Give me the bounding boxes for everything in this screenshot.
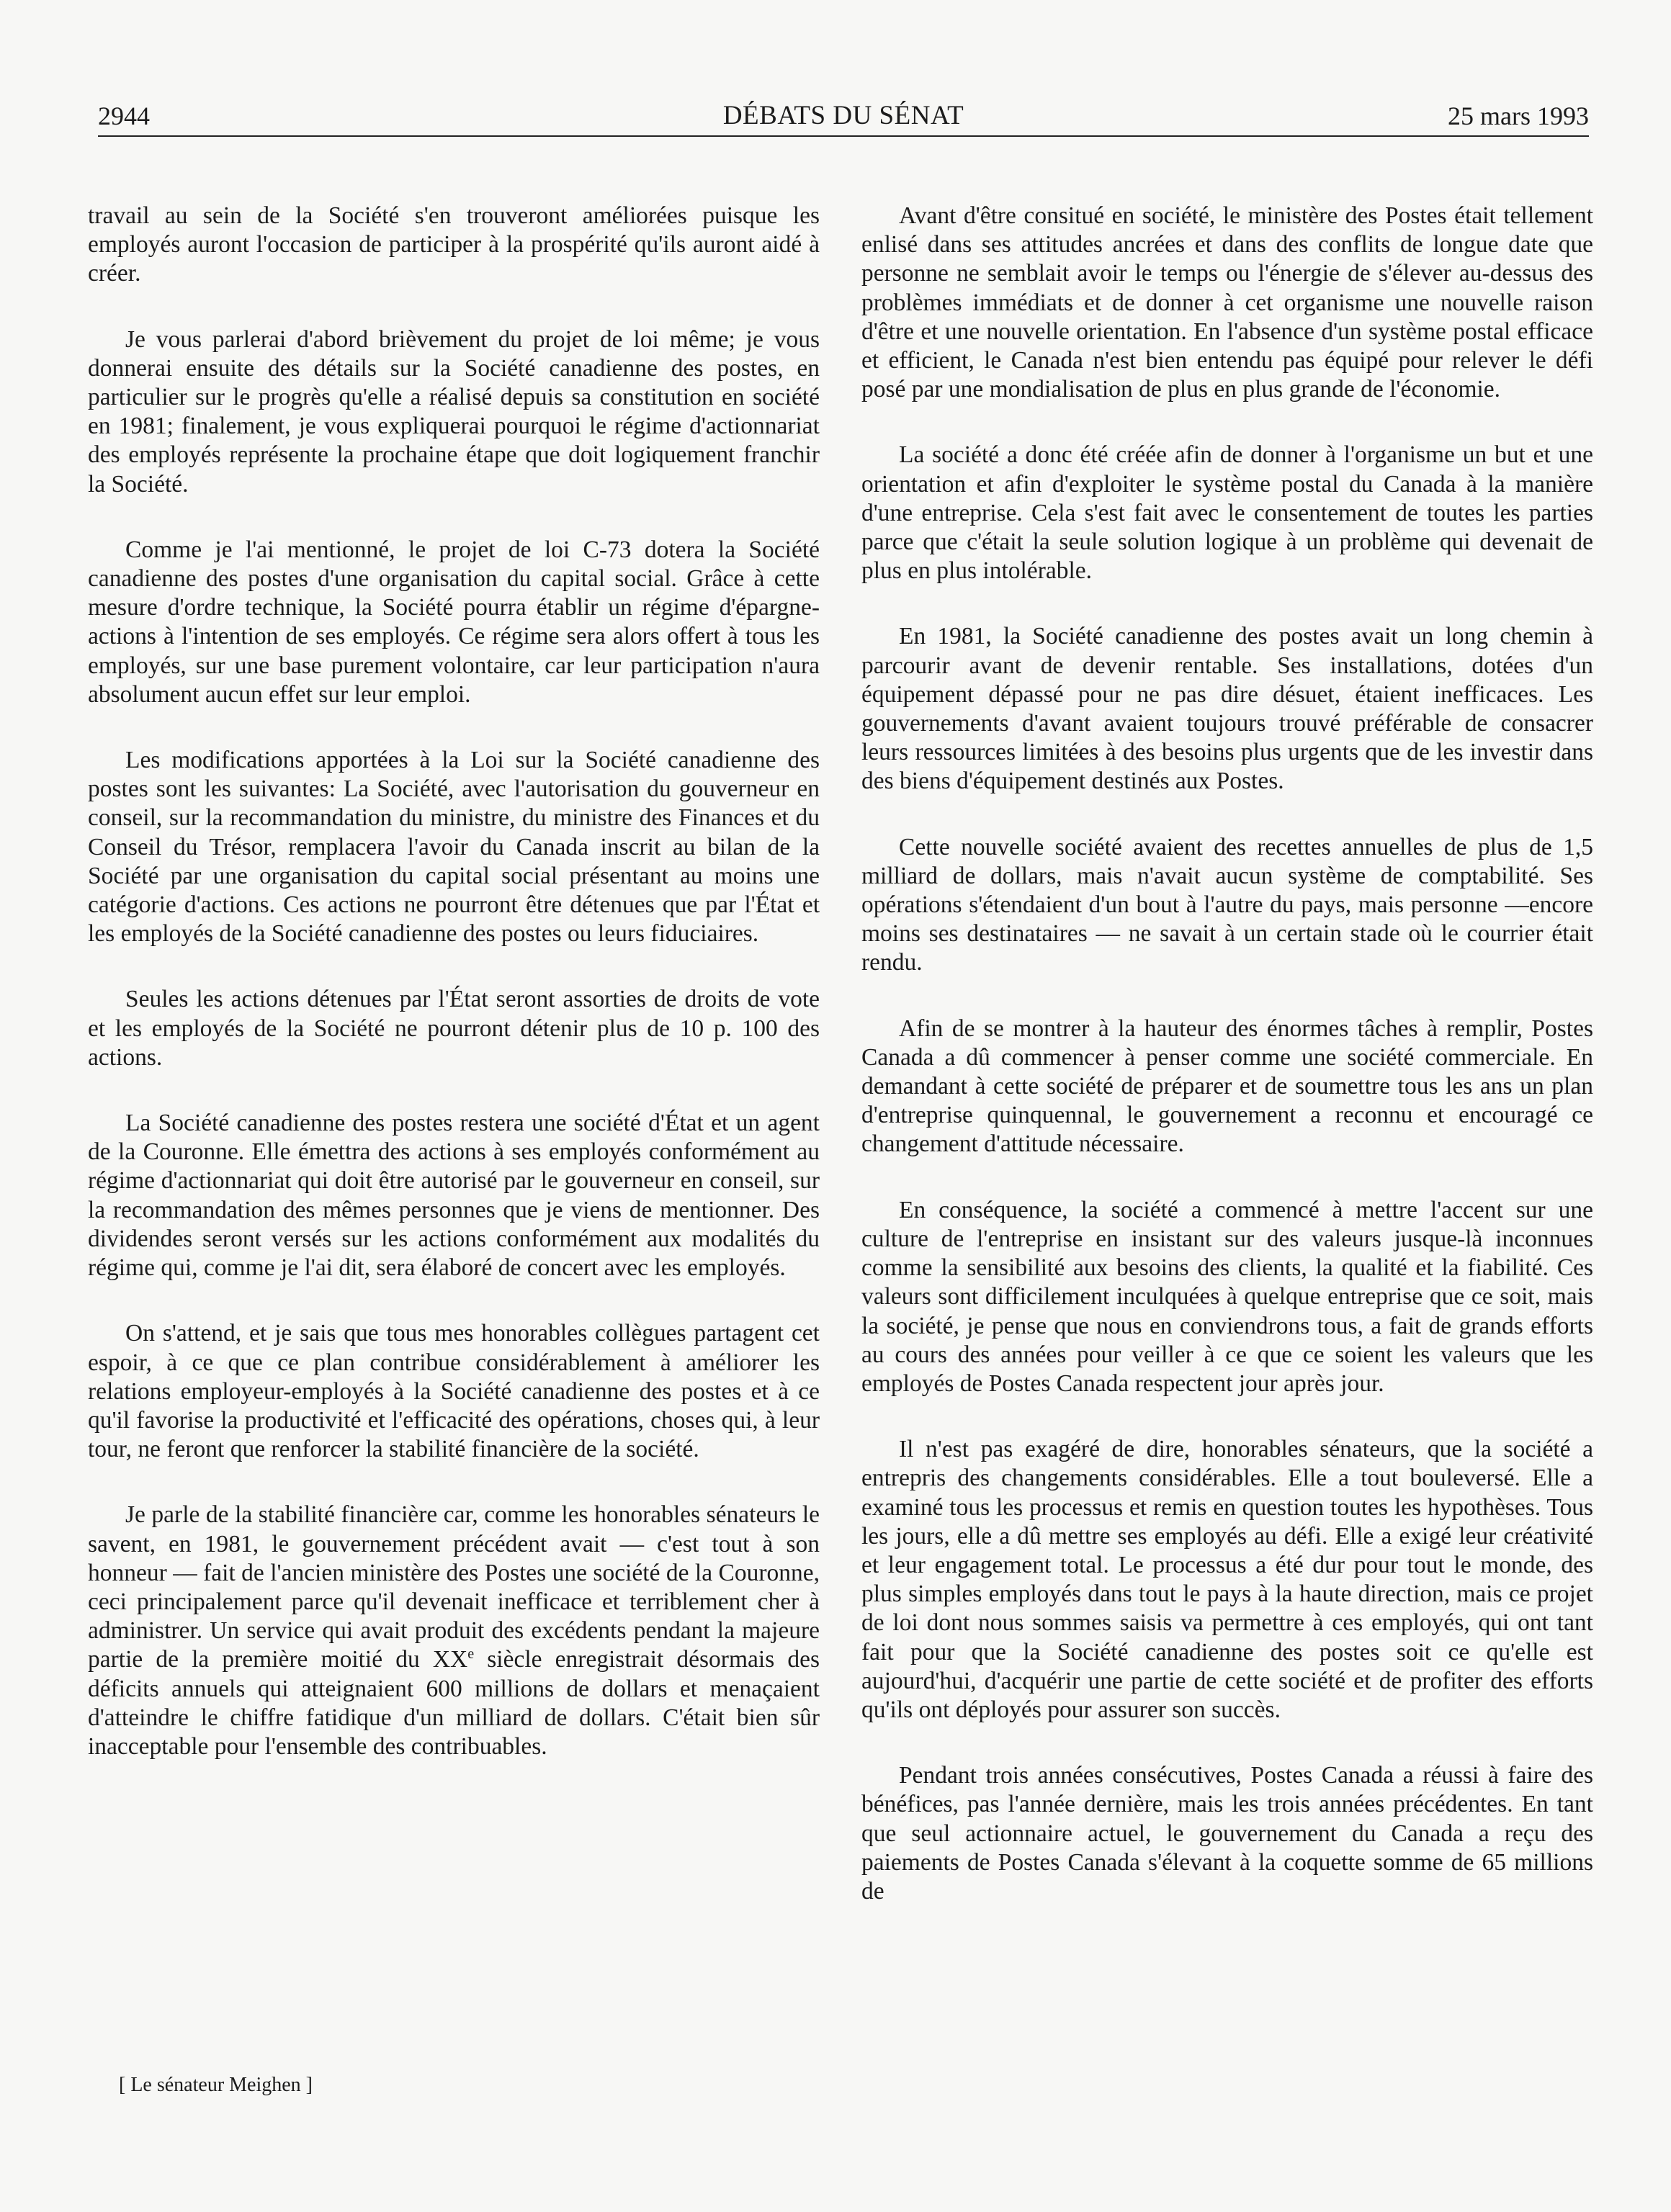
paragraph: En 1981, la Société canadienne des postes avait un long chemin à parcourir avant de devenir rentable. Ses installations, dotées d'un équipement dépassé pour ne pas dire désuet, étaient inefficaces. Les gouvernements d'avant avaient toujours trouvé préférable de consacrer leurs ressources limitées à des besoins plus urgents que de les investir dans des biens d'équipement destinés aux Postes. <box>861 623 1593 795</box>
publication-date: 25 mars 1993 <box>1448 102 1589 130</box>
paragraph: En conséquence, la société a commencé à mettre l'accent sur une culture de l'entreprise en insistant sur des valeurs jusque-là inconnues comme la sensibilité aux besoins des clients, la qualité et la fiabilité. Ces valeurs sont difficilement inculquées à quelque entreprise que ce soit, mais la société, je pense que nous en conviendrons tous, a fait de grands efforts au cours des années pour veiller à ce que ce soient les valeurs que les employés de Postes Canada respectent jour après jour. <box>861 1196 1593 1397</box>
speaker-footnote: [ Le sénateur Meighen ] <box>119 2074 313 2096</box>
paragraph: La Société canadienne des postes restera une société d'État et un agent de la Couronne. Elle émettra des actions à ses employés conformément au régime d'actionnariat qui doit être autorisé par le gouverneur en conseil, sur la recommandation des mêmes personnes que je viens de mentionner. Des dividendes seront versés sur les actions conformément aux modalités du régime qui, comme je l'ai dit, sera élaboré de concert avec les employés. <box>88 1110 820 1282</box>
paragraph: Cette nouvelle société avaient des recettes annuelles de plus de 1,5 milliard de dollars, mais n'avait aucun système de comptabilité. Ses opérations s'étendaient d'un bout à l'autre du pays, mais personne —encore moins ses destinataires — ne savait à un certain stade où le courrier était rendu. <box>861 833 1593 976</box>
paragraph: Je vous parlerai d'abord brièvement du projet de loi même; je vous donnerai ensuite des détails sur la Société canadienne des postes, en particulier sur le progrès qu'elle a réalisé depuis sa constitution en société en 1981; finalement, je vous expliquerai pourquoi le régime d'actionnariat des employés représente la prochaine étape que doit logiquement franchir la Société. <box>88 325 820 498</box>
paragraph: Il n'est pas exagéré de dire, honorables sénateurs, que la société a entrepris des changements considérables. Elle a tout bouleversé. Elle a examiné tous les processus et remis en question toutes les hypothèses. Tous les jours, elle a dû mettre ses employés au défi. Elle a exigé leur créativité et leur engagement total. Le processus a été dur pour tout le monde, des plus simples employés dans tout le pays à la haute direction, mais ce projet de loi dont nous sommes saisis va permettre à ces employés, qui ont tant fait pour que la Société canadienne des postes soit ce qu'elle est aujourd'hui, d'acquérir une partie de cette société et de profiter des efforts qu'ils ont déployés pour assurer son succès. <box>861 1436 1593 1723</box>
page-header <box>98 92 1589 137</box>
paragraph: travail au sein de la Société s'en trouveront améliorées puisque les employés auront l'occasion de participer à la prospérité qu'ils auront aidé à créer. <box>88 202 820 287</box>
paragraph: Pendant trois années consécutives, Postes Canada a réussi à faire des bénéfices, pas l'année dernière, mais les trois années précédentes. En tant que seul actionnaire actuel, le gouvernement du Canada a reçu des paiements de Postes Canada s'élevant à la coquette somme de 65 millions de <box>861 1762 1593 1905</box>
page-number: 2944 <box>98 102 150 130</box>
right-column <box>861 202 1593 1943</box>
paragraph: Afin de se montrer à la hauteur des énormes tâches à remplir, Postes Canada a dû commencer à penser comme une société commerciale. En demandant à cette société de préparer et de soumettre tous les ans un plan d'entreprise quinquennal, le gouvernement a reconnu et encouragé ce changement d'attitude nécessaire. <box>861 1015 1593 1158</box>
paragraph-text: Je parle de la stabilité financière car, comme les honorables sénateurs le savent, en 1981, le gouvernement précédent avait — c'est tout à son honneur — fait de l'ancien ministère des Postes une société de la Couronne, ceci principalement parce qu'il devenait inefficace et terriblement cher à administrer. Un service qui avait produit des excédents pendant la majeure partie de la première moitié du XX <box>88 1501 820 1673</box>
paragraph <box>88 1501 820 1761</box>
paragraph: On s'attend, et je sais que tous mes honorables collègues partagent cet espoir, à ce que ce plan contribue considérablement à améliorer les relations employeur-employés à la Société canadienne des postes et à ce qu'il favorise la productivité et l'efficacité des opérations, choses qui, à leur tour, ne feront que renforcer la stabilité financière de la société. <box>88 1320 820 1463</box>
paragraph: Les modifications apportées à la Loi sur la Société canadienne des postes sont les suivantes: La Société, avec l'autorisation du gouverneur en conseil, sur la recommandation du ministre, du ministre des Finances et du Conseil du Trésor, remplacera l'avoir du Canada inscrit au bilan de la Société par une organisation du capital social présentant au moins une catégorie d'actions. Ces actions ne pourront être détenues que par l'État et les employés de la Société canadienne des postes ou leurs fiduciaires. <box>88 747 820 948</box>
superscript: e <box>467 1646 475 1663</box>
paragraph: Seules les actions détenues par l'État seront assorties de droits de vote et les employés de la Société ne pourront détenir plus de 10 p. 100 des actions. <box>88 986 820 1071</box>
publication-title: DÉBATS DU SÉNAT <box>722 101 964 130</box>
paragraph: La société a donc été créée afin de donner à l'organisme un but et une orientation et afin d'exploiter le système postal du Canada à la manière d'une entreprise. Cela s'est fait avec le consentement de toutes les parties parce que c'était la seule solution logique à un problème qui devenait de plus en plus intolérable. <box>861 441 1593 585</box>
left-column <box>88 202 820 1798</box>
paragraph: Comme je l'ai mentionné, le projet de loi C-73 dotera la Société canadienne des postes d'une organisation du capital social. Grâce à cette mesure d'ordre technique, la Société pourra établir un régime d'épargne-actions à l'intention de ses employés. Ce régime sera alors offert à tous les employés, sur une base purement volontaire, car leur participation n'aura absolument aucun effet sur leur emploi. <box>88 536 820 708</box>
paragraph: Avant d'être consitué en société, le ministère des Postes était tellement enlisé dans ses attitudes ancrées et dans des conflits de longue date que personne ne semblait avoir le temps ou l'énergie de s'élever au-dessus des problèmes immédiats et de donner à cet organisme une nouvelle raison d'être et une nouvelle orientation. En l'absence d'un système postal efficace et efficient, le Canada n'est bien entendu pas équipé pour relever le défi posé par une mondialisation de plus en plus grande de l'économie. <box>861 202 1593 403</box>
paragraph-text: siècle enregistrait désormais des déficits annuels qui atteignaient 600 millions de dollars et menaçaient d'atteindre le chiffre fatidique d'un milliard de dollars. C'était bien sûr inacceptable pour l'ensemble des contribuables. <box>88 1646 820 1760</box>
